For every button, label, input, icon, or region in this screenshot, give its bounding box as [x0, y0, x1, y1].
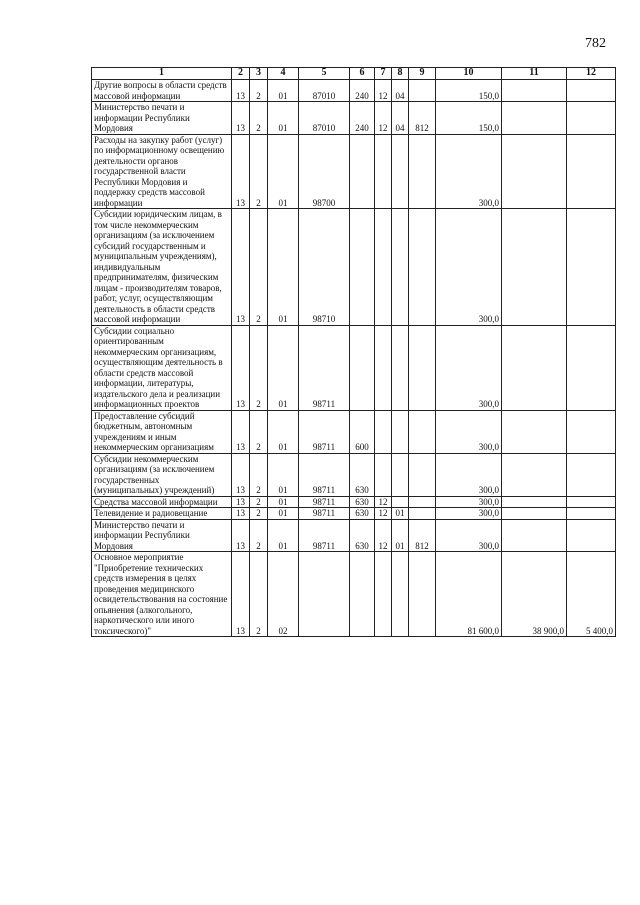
header-row: [92, 68, 616, 80]
section-cell: 13: [232, 453, 250, 496]
ministry-cell: [409, 496, 436, 508]
subsection-cell: 04: [392, 80, 409, 102]
table-row: [92, 102, 616, 135]
target-code-cell: 98711: [299, 508, 350, 520]
chapter-cell: 12: [375, 80, 392, 102]
subsection-cell: [392, 496, 409, 508]
section-cell: 13: [232, 325, 250, 410]
column-header: 9: [409, 68, 436, 80]
subsection-cell: 01: [392, 519, 409, 552]
column-header: 6: [350, 68, 375, 80]
chapter-cell: [375, 209, 392, 326]
amount-year1-cell: 300,0: [436, 209, 502, 326]
subprogram-cell: 2: [250, 453, 268, 496]
main-activity-cell: 01: [268, 209, 299, 326]
section-cell: 13: [232, 552, 250, 637]
subprogram-cell: 2: [250, 134, 268, 209]
column-header: 1: [92, 68, 232, 80]
item-name-cell: Телевидение и радиовещание: [92, 508, 232, 520]
main-activity-cell: 01: [268, 496, 299, 508]
column-header: 12: [567, 68, 616, 80]
amount-year3-cell: [567, 453, 616, 496]
target-code-cell: 98711: [299, 519, 350, 552]
main-activity-cell: 01: [268, 508, 299, 520]
target-code-cell: 98711: [299, 453, 350, 496]
ministry-cell: [409, 209, 436, 326]
chapter-cell: 12: [375, 508, 392, 520]
amount-year2-cell: [502, 508, 567, 520]
target-code-cell: 87010: [299, 102, 350, 135]
subprogram-cell: 2: [250, 508, 268, 520]
amount-year2-cell: [502, 496, 567, 508]
table-row: [92, 410, 616, 453]
amount-year2-cell: [502, 453, 567, 496]
section-cell: 13: [232, 508, 250, 520]
section-cell: 13: [232, 102, 250, 135]
amount-year1-cell: 300,0: [436, 134, 502, 209]
main-activity-cell: 01: [268, 80, 299, 102]
item-name-cell: Предоставление субсидий бюджетным, автономным учреждениям и иным некоммерческим организациям: [92, 410, 232, 453]
section-cell: 13: [232, 519, 250, 552]
expense-type-cell: [350, 552, 375, 637]
column-header: 7: [375, 68, 392, 80]
ministry-cell: [409, 508, 436, 520]
subsection-cell: [392, 453, 409, 496]
subprogram-cell: 2: [250, 519, 268, 552]
subsection-cell: [392, 410, 409, 453]
chapter-cell: [375, 410, 392, 453]
section-cell: 13: [232, 410, 250, 453]
amount-year1-cell: 300,0: [436, 508, 502, 520]
amount-year1-cell: 300,0: [436, 325, 502, 410]
expense-type-cell: [350, 325, 375, 410]
subprogram-cell: 2: [250, 552, 268, 637]
column-header: 2: [232, 68, 250, 80]
chapter-cell: [375, 325, 392, 410]
amount-year2-cell: [502, 102, 567, 135]
amount-year2-cell: [502, 410, 567, 453]
section-cell: 13: [232, 496, 250, 508]
column-header: 10: [436, 68, 502, 80]
table-row: [92, 519, 616, 552]
ministry-cell: [409, 453, 436, 496]
section-cell: 13: [232, 134, 250, 209]
amount-year1-cell: 150,0: [436, 102, 502, 135]
amount-year3-cell: [567, 80, 616, 102]
expense-type-cell: 240: [350, 102, 375, 135]
target-code-cell: 98700: [299, 134, 350, 209]
target-code-cell: 98710: [299, 209, 350, 326]
column-header: 4: [268, 68, 299, 80]
expense-type-cell: 630: [350, 508, 375, 520]
amount-year3-cell: [567, 102, 616, 135]
main-activity-cell: 01: [268, 410, 299, 453]
ministry-cell: 812: [409, 519, 436, 552]
table-body: [92, 80, 616, 637]
column-header: 3: [250, 68, 268, 80]
table-row: [92, 209, 616, 326]
main-activity-cell: 01: [268, 453, 299, 496]
page-number: 782: [585, 36, 606, 51]
table-row: [92, 80, 616, 102]
chapter-cell: 12: [375, 519, 392, 552]
chapter-cell: [375, 134, 392, 209]
ministry-cell: 812: [409, 102, 436, 135]
subprogram-cell: 2: [250, 496, 268, 508]
item-name-cell: Средства массовой информации: [92, 496, 232, 508]
table-row: [92, 453, 616, 496]
ministry-cell: [409, 134, 436, 209]
amount-year1-cell: 300,0: [436, 410, 502, 453]
amount-year2-cell: [502, 519, 567, 552]
target-code-cell: 98711: [299, 410, 350, 453]
target-code-cell: 98711: [299, 496, 350, 508]
ministry-cell: [409, 410, 436, 453]
subsection-cell: 04: [392, 102, 409, 135]
subprogram-cell: 2: [250, 80, 268, 102]
expense-type-cell: 240: [350, 80, 375, 102]
budget-table: [91, 67, 616, 637]
amount-year1-cell: 81 600,0: [436, 552, 502, 637]
target-code-cell: [299, 552, 350, 637]
main-activity-cell: 01: [268, 325, 299, 410]
expense-type-cell: 630: [350, 519, 375, 552]
item-name-cell: Субсидии некоммерческим организациям (за исключением государственных (муниципальных) учреждений): [92, 453, 232, 496]
amount-year2-cell: [502, 209, 567, 326]
expense-type-cell: 600: [350, 410, 375, 453]
amount-year2-cell: [502, 80, 567, 102]
section-cell: 13: [232, 80, 250, 102]
main-activity-cell: 01: [268, 102, 299, 135]
table-row: [92, 134, 616, 209]
column-header: 5: [299, 68, 350, 80]
amount-year1-cell: 300,0: [436, 496, 502, 508]
table-row: [92, 508, 616, 520]
subsection-cell: [392, 552, 409, 637]
ministry-cell: [409, 80, 436, 102]
ministry-cell: [409, 325, 436, 410]
item-name-cell: Субсидии юридическим лицам, в том числе некоммерческим организациям (за исключением субсидий государственным и муниципальным учреждениям), индивидуальным предпринимателям, физическим лицам - производителям товаров, работ, услуг, осуществляющим деятельность в области средств массовой информации: [92, 209, 232, 326]
amount-year3-cell: 5 400,0: [567, 552, 616, 637]
subsection-cell: [392, 325, 409, 410]
chapter-cell: [375, 552, 392, 637]
item-name-cell: Министерство печати и информации Республики Мордовия: [92, 519, 232, 552]
main-activity-cell: 01: [268, 134, 299, 209]
column-header: 11: [502, 68, 567, 80]
main-activity-cell: 01: [268, 519, 299, 552]
main-activity-cell: 02: [268, 552, 299, 637]
expense-type-cell: 630: [350, 453, 375, 496]
subsection-cell: 01: [392, 508, 409, 520]
chapter-cell: 12: [375, 102, 392, 135]
item-name-cell: Расходы на закупку работ (услуг) по информационному освещению деятельности органов государственной власти Республики Мордовия и поддержку средств массовой информации: [92, 134, 232, 209]
subprogram-cell: 2: [250, 410, 268, 453]
expense-type-cell: [350, 209, 375, 326]
amount-year3-cell: [567, 209, 616, 326]
amount-year3-cell: [567, 519, 616, 552]
amount-year3-cell: [567, 508, 616, 520]
amount-year2-cell: 38 900,0: [502, 552, 567, 637]
amount-year3-cell: [567, 410, 616, 453]
amount-year3-cell: [567, 496, 616, 508]
amount-year1-cell: 150,0: [436, 80, 502, 102]
table-row: [92, 552, 616, 637]
subsection-cell: [392, 209, 409, 326]
section-cell: 13: [232, 209, 250, 326]
expense-type-cell: [350, 134, 375, 209]
item-name-cell: Субсидии социально ориентированным некоммерческим организациям, осуществляющим деятельность в области средств массовой информации, литературы, издательского дела и реализации информационных проектов: [92, 325, 232, 410]
subsection-cell: [392, 134, 409, 209]
item-name-cell: Основное мероприятие "Приобретение технических средств измерения в целях проведения медицинского освидетельствования на состояние опьянения (алкогольного, наркотического или иного токсического)": [92, 552, 232, 637]
target-code-cell: 87010: [299, 80, 350, 102]
amount-year3-cell: [567, 325, 616, 410]
ministry-cell: [409, 552, 436, 637]
amount-year3-cell: [567, 134, 616, 209]
amount-year1-cell: 300,0: [436, 453, 502, 496]
column-header: 8: [392, 68, 409, 80]
subprogram-cell: 2: [250, 102, 268, 135]
amount-year2-cell: [502, 325, 567, 410]
table-row: [92, 325, 616, 410]
chapter-cell: [375, 453, 392, 496]
target-code-cell: 98711: [299, 325, 350, 410]
amount-year2-cell: [502, 134, 567, 209]
subprogram-cell: 2: [250, 209, 268, 326]
item-name-cell: Другие вопросы в области средств массовой информации: [92, 80, 232, 102]
table-row: [92, 496, 616, 508]
expense-type-cell: 630: [350, 496, 375, 508]
amount-year1-cell: 300,0: [436, 519, 502, 552]
chapter-cell: 12: [375, 496, 392, 508]
subprogram-cell: 2: [250, 325, 268, 410]
item-name-cell: Министерство печати и информации Республики Мордовия: [92, 102, 232, 135]
